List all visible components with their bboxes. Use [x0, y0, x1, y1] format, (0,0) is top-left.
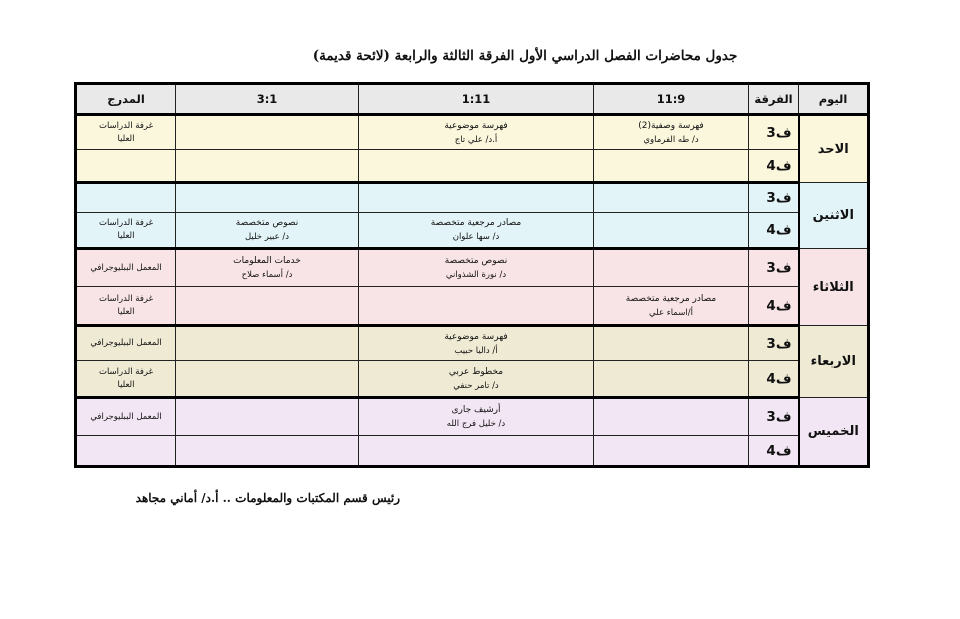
lecture-cell	[594, 398, 749, 436]
table-row	[76, 213, 869, 249]
group-cell: ف4	[749, 361, 799, 398]
hall-line1: غرفة الدراسات	[98, 366, 154, 377]
lecture-cell	[176, 436, 359, 467]
department-head-signature: رئيس قسم المكتبات والمعلومات .. أ.د/ أماني مجاهد	[135, 491, 400, 505]
teacher-name: أ/اسماء علي	[649, 307, 693, 318]
hall-cell	[76, 249, 176, 287]
course-name: مخطوط عربي	[448, 366, 504, 377]
hall-cell	[76, 115, 176, 150]
lecture-cell	[176, 150, 359, 183]
table-row	[76, 436, 869, 467]
course-name: نصوص متخصصة	[444, 256, 508, 266]
table-row	[76, 287, 869, 326]
course-name: خدمات المعلومات	[233, 256, 301, 266]
day-cell-sunday: الاحد	[799, 115, 869, 183]
lecture-cell	[176, 115, 359, 150]
teacher-name: د/ نورة الشذواني	[445, 270, 507, 280]
hall-line1: غرفة الدراسات	[98, 293, 154, 304]
day-cell-wednesday: الاربعاء	[799, 326, 869, 398]
table-row	[76, 150, 869, 183]
lecture-cell	[594, 183, 749, 213]
course-name: فهرسة وصفية(2)	[638, 120, 704, 131]
group-cell: ف4	[749, 287, 799, 326]
page-title: جدول محاضرات الفصل الدراسي الأول الفرقة الثالثة والرابعة (لائحة قديمة)	[312, 48, 738, 64]
course-name: فهرسة موضوعية	[444, 331, 508, 342]
course-name: فهرسة موضوعية	[444, 120, 508, 131]
hall-cell	[76, 287, 176, 326]
teacher-name: د/ خليل فرج الله	[446, 419, 506, 429]
lecture-cell	[594, 115, 749, 150]
header-day: اليوم	[799, 84, 869, 115]
hall-cell	[76, 398, 176, 436]
lecture-cell	[359, 326, 594, 361]
group-cell: ف4	[749, 150, 799, 183]
hall-line1: المعمل الببليوجرافي	[90, 262, 162, 273]
hall-cell	[76, 213, 176, 249]
lecture-cell	[176, 213, 359, 249]
group-cell: ف3	[749, 183, 799, 213]
schedule-table	[74, 82, 870, 468]
hall-line1: المعمل الببليوجرافي	[90, 338, 162, 348]
lecture-cell	[359, 183, 594, 213]
lecture-cell	[176, 287, 359, 326]
lecture-cell	[176, 326, 359, 361]
teacher-name: أ/ داليا حبيب	[454, 345, 498, 356]
header-slot-3-1: 3:1	[176, 84, 359, 115]
lecture-cell	[176, 398, 359, 436]
lecture-cell	[359, 115, 594, 150]
day-cell-monday: الاثنين	[799, 183, 869, 249]
group-cell: ف4	[749, 436, 799, 467]
hall-line1: غرفة الدراسات	[98, 218, 154, 228]
lecture-cell	[176, 249, 359, 287]
table-row	[76, 361, 869, 398]
lecture-cell	[594, 150, 749, 183]
lecture-cell	[594, 326, 749, 361]
hall-line2: العليا	[117, 306, 135, 317]
course-name: مصادر مرجعية متخصصة	[430, 218, 522, 228]
teacher-name: د/ سها علوان	[452, 232, 500, 242]
group-cell: ف3	[749, 398, 799, 436]
hall-line2: العليا	[117, 133, 135, 144]
lecture-cell	[359, 213, 594, 249]
lecture-cell	[594, 436, 749, 467]
table-row	[76, 183, 869, 213]
lecture-cell	[594, 287, 749, 326]
group-cell: ف3	[749, 326, 799, 361]
teacher-name: د/ عبير خليل	[244, 232, 289, 242]
day-cell-tuesday: الثلاثاء	[799, 249, 869, 326]
header-hall: المدرج	[76, 84, 176, 115]
hall-line1: غرفة الدراسات	[98, 120, 154, 131]
lecture-cell	[594, 213, 749, 249]
hall-cell	[76, 326, 176, 361]
course-name: نصوص متخصصة	[235, 218, 299, 228]
hall-cell	[76, 183, 176, 213]
teacher-name: أ.د/ علي تاج	[454, 134, 498, 145]
hall-cell	[76, 150, 176, 183]
hall-line1: المعمل الببليوجرافي	[90, 411, 162, 422]
table-row	[76, 249, 869, 287]
lecture-cell	[176, 361, 359, 398]
group-cell: ف3	[749, 115, 799, 150]
lecture-cell	[359, 398, 594, 436]
header-group: الفرقة	[749, 84, 799, 115]
hall-line2: العليا	[117, 231, 135, 241]
lecture-cell	[359, 436, 594, 467]
header-row	[76, 84, 869, 115]
course-name: أرشيف جارى	[451, 405, 501, 415]
hall-line2: العليا	[117, 379, 135, 390]
lecture-cell	[359, 361, 594, 398]
teacher-name: د/ أسماء صلاح	[241, 270, 293, 280]
table-row	[76, 115, 869, 150]
course-name: مصادر مرجعية متخصصة	[625, 293, 717, 304]
group-cell: ف3	[749, 249, 799, 287]
hall-cell	[76, 361, 176, 398]
table-row	[76, 398, 869, 436]
teacher-name: د/ تامر حنفي	[453, 380, 499, 391]
lecture-cell	[359, 150, 594, 183]
header-slot-11-9: 11:9	[594, 84, 749, 115]
header-slot-1-11: 1:11	[359, 84, 594, 115]
lecture-cell	[359, 287, 594, 326]
lecture-cell	[594, 249, 749, 287]
lecture-cell	[176, 183, 359, 213]
table-row	[76, 326, 869, 361]
day-cell-thursday: الخميس	[799, 398, 869, 467]
teacher-name: د/ طه الفرماوي	[643, 134, 699, 145]
hall-cell	[76, 436, 176, 467]
lecture-cell	[359, 249, 594, 287]
lecture-cell	[594, 361, 749, 398]
group-cell: ف4	[749, 213, 799, 249]
